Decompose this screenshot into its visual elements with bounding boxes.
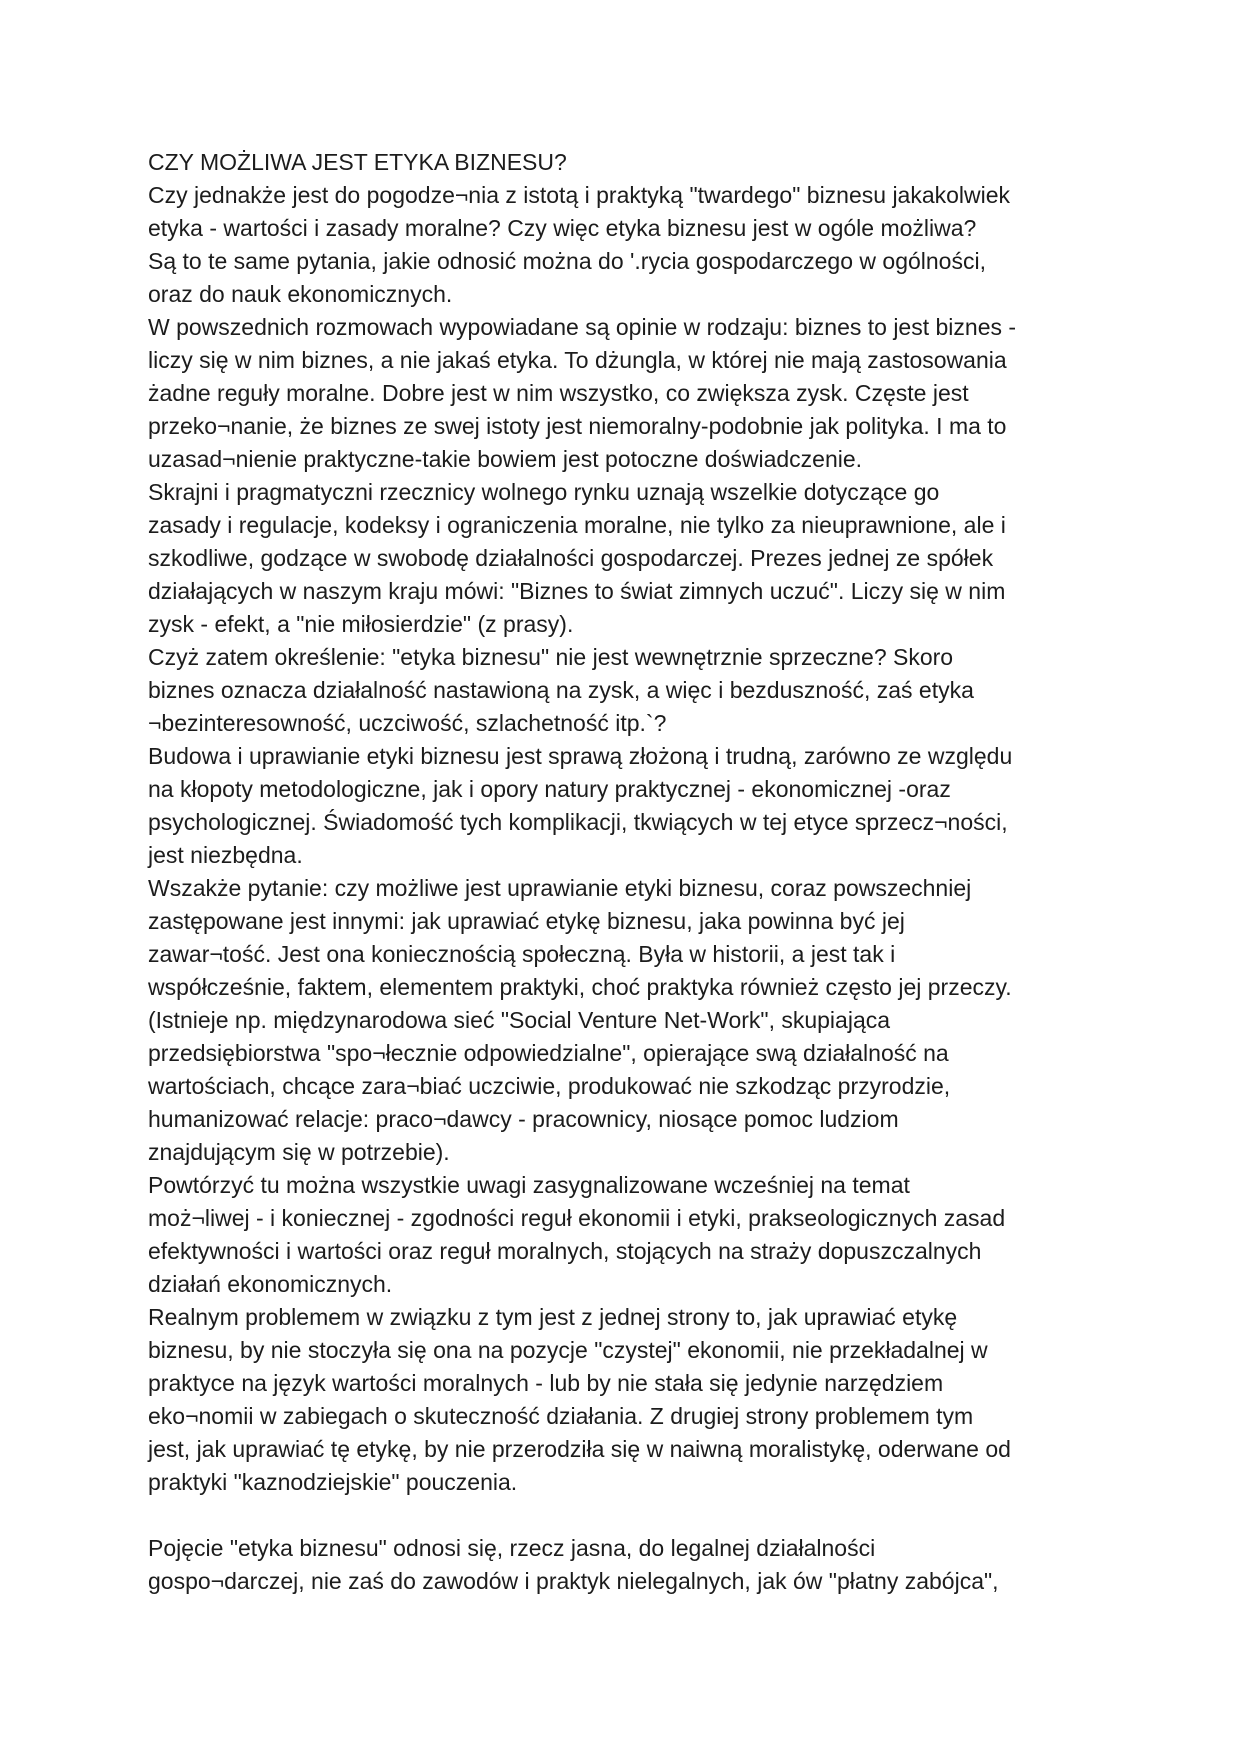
- text-line: współcześnie, faktem, elementem praktyki, choć praktyka również często jej przeczy.: [148, 974, 1012, 1000]
- text-line: wartościach, chcące zara¬biać uczciwie, produkować nie szkodząc przyrodzie,: [148, 1073, 951, 1099]
- text-line: Skrajni i pragmatyczni rzecznicy wolnego rynku uznają wszelkie dotyczące go: [148, 479, 940, 505]
- text-line: Budowa i uprawianie etyki biznesu jest sprawą złożoną i trudną, zarówno ze względu: [148, 743, 1013, 769]
- text-line: biznesu, by nie stoczyła się ona na pozycje "czystej" ekonomii, nie przekładalnej w: [148, 1337, 988, 1363]
- text-line: biznes oznacza działalność nastawioną na zysk, a więc i bezduszność, zaś etyka: [148, 677, 974, 703]
- text-line: przedsiębiorstwa "spo¬łecznie odpowiedzialne", opierające swą działalność na: [148, 1040, 949, 1066]
- text-line: praktyce na język wartości moralnych - lub by nie stała się jedynie narzędziem: [148, 1370, 944, 1396]
- text-line: szkodliwe, godzące w swobodę działalności gospodarczej. Prezes jednej ze spółek: [148, 545, 994, 571]
- document-body: [148, 179, 1098, 1499]
- text-line: zysk - efekt, a "nie miłosierdzie" (z prasy).: [148, 611, 574, 637]
- text-line: żadne reguły moralne. Dobre jest w nim wszystko, co zwiększa zysk. Częste jest: [148, 380, 969, 406]
- text-line: etyka - wartości i zasady moralne? Czy więc etyka biznesu jest w ogóle możliwa?: [148, 215, 977, 241]
- text-line: zastępowane jest innymi: jak uprawiać etykę biznesu, jaka powinna być jej: [148, 908, 905, 934]
- text-line: liczy się w nim biznes, a nie jakaś etyka. To dżungla, w której nie mają zastosowania: [148, 347, 1007, 373]
- text-line: Są to te same pytania, jakie odnosić można do '.rycia gospodarczego w ogólności,: [148, 248, 986, 274]
- text-line: Realnym problemem w związku z tym jest z jednej strony to, jak uprawiać etykę: [148, 1304, 958, 1330]
- text-line: humanizować relacje: praco¬dawcy - pracownicy, niosące pomoc ludziom: [148, 1106, 899, 1132]
- text-line: (Istnieje np. międzynarodowa sieć "Social Venture Net-Work", skupiająca: [148, 1007, 891, 1033]
- document-title: CZY MOŻLIWA JEST ETYKA BIZNESU?: [148, 149, 567, 175]
- text-line: moż¬liwej - i koniecznej - zgodności reguł ekonomii i etyki, prakseologicznych zasad: [148, 1205, 1006, 1231]
- text-line: uzasad¬nienie praktyczne-takie bowiem jest potoczne doświadczenie.: [148, 446, 863, 472]
- text-line: efektywności i wartości oraz reguł moralnych, stojących na straży dopuszczalnych: [148, 1238, 982, 1264]
- text-line: eko¬nomii w zabiegach o skuteczność działania. Z drugiej strony problemem tym: [148, 1403, 974, 1429]
- text-line: oraz do nauk ekonomicznych.: [148, 281, 453, 307]
- document-page: [148, 146, 1098, 1598]
- text-line: Powtórzyć tu można wszystkie uwagi zasygnalizowane wcześniej na temat: [148, 1172, 910, 1198]
- text-line: W powszednich rozmowach wypowiadane są opinie w rodzaju: biznes to jest biznes -: [148, 314, 1017, 340]
- text-line: znajdującym się w potrzebie).: [148, 1139, 450, 1165]
- paragraph-gap: [148, 1499, 1098, 1532]
- text-line: gospo¬darczej, nie zaś do zawodów i praktyk nielegalnych, jak ów "płatny zabójca",: [148, 1568, 999, 1594]
- text-line: psychologicznej. Świadomość tych komplikacji, tkwiących w tej etyce sprzecz¬ności,: [148, 809, 1008, 835]
- document-body-continued: [148, 1532, 1098, 1598]
- text-line: zawar¬tość. Jest ona koniecznością społeczną. Była w historii, a jest tak i: [148, 941, 896, 967]
- text-line: Wszakże pytanie: czy możliwe jest uprawianie etyki biznesu, coraz powszechniej: [148, 875, 972, 901]
- text-line: ¬bezinteresowność, uczciwość, szlachetność itp.`?: [148, 710, 667, 736]
- text-line: działań ekonomicznych.: [148, 1271, 393, 1297]
- text-line: przeko¬nanie, że biznes ze swej istoty jest niemoralny-podobnie jak polityka. I ma to: [148, 413, 1007, 439]
- text-line: działających w naszym kraju mówi: "Biznes to świat zimnych uczuć". Liczy się w nim: [148, 578, 1006, 604]
- text-line: Pojęcie "etyka biznesu" odnosi się, rzecz jasna, do legalnej działalności: [148, 1535, 876, 1561]
- text-line: Czy jednakże jest do pogodze¬nia z istotą i praktyką "twardego" biznesu jakakolwiek: [148, 182, 1011, 208]
- text-line: jest, jak uprawiać tę etykę, by nie przerodziła się w naiwną moralistykę, oderwane od: [148, 1436, 1011, 1462]
- text-line: Czyż zatem określenie: "etyka biznesu" nie jest wewnętrznie sprzeczne? Skoro: [148, 644, 954, 670]
- text-line: praktyki "kaznodziejskie" pouczenia.: [148, 1469, 518, 1495]
- text-line: zasady i regulacje, kodeksy i ograniczenia moralne, nie tylko za nieuprawnione, ale i: [148, 512, 1006, 538]
- text-line: na kłopoty metodologiczne, jak i opory natury praktycznej - ekonomicznej -oraz: [148, 776, 951, 802]
- text-line: jest niezbędna.: [148, 842, 303, 868]
